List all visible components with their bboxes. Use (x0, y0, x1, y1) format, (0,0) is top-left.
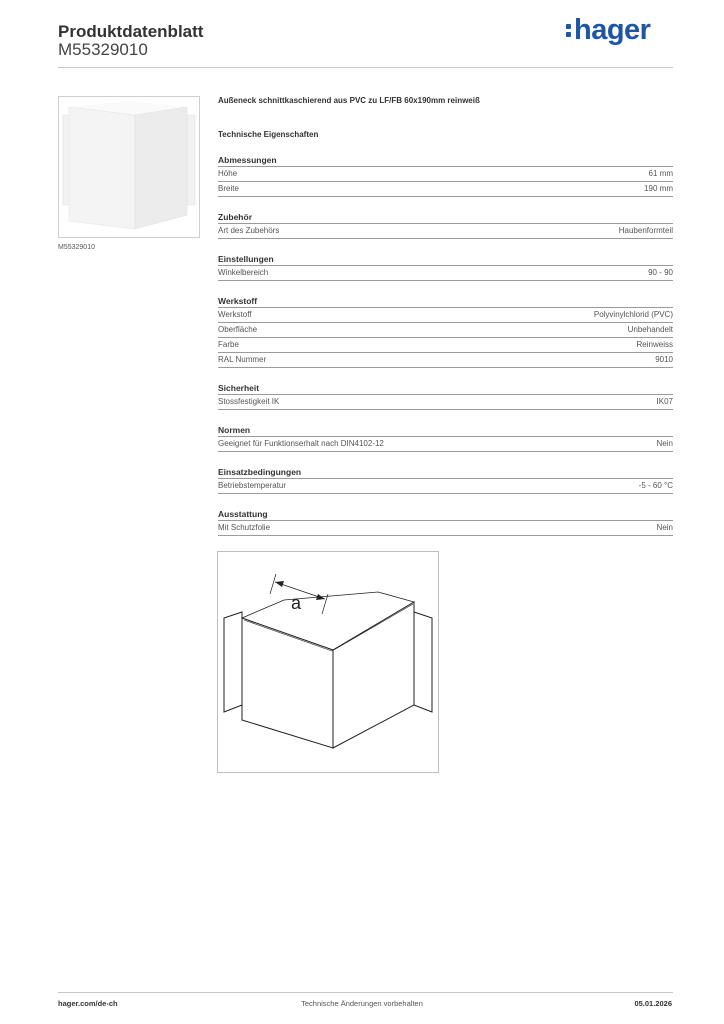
property-group (218, 154, 673, 197)
technical-drawing (217, 551, 439, 773)
property-value: 190 mm (644, 184, 673, 193)
property-label: Farbe (218, 340, 239, 349)
property-value: Haubenformteil (618, 226, 673, 235)
property-row (218, 224, 673, 239)
property-row (218, 266, 673, 281)
property-value: 90 - 90 (648, 268, 673, 277)
property-label: Breite (218, 184, 239, 193)
property-value: Reinweiss (636, 340, 673, 349)
property-group-title: Einstellungen (218, 253, 673, 266)
property-group-title: Ausstattung (218, 508, 673, 521)
property-row (218, 167, 673, 182)
property-group-title: Werkstoff (218, 295, 673, 308)
property-row (218, 338, 673, 353)
property-value: IK07 (656, 397, 673, 406)
property-row (218, 437, 673, 452)
property-group-title: Zubehör (218, 211, 673, 224)
property-group (218, 211, 673, 239)
property-label: Werkstoff (218, 310, 252, 319)
property-value: -5 - 60 °C (638, 481, 673, 490)
product-thumbnail (58, 96, 200, 238)
property-group (218, 295, 673, 368)
hager-logo[interactable] (566, 14, 650, 47)
property-value: Nein (656, 439, 673, 448)
property-group-title: Abmessungen (218, 154, 673, 167)
property-row (218, 182, 673, 197)
product-details (218, 96, 673, 568)
property-group (218, 508, 673, 536)
corner-drawing-icon (218, 552, 438, 772)
footer-divider (58, 992, 673, 993)
property-row (218, 353, 673, 368)
product-code: M55329010 (58, 40, 148, 59)
property-label: RAL Nummer (218, 355, 267, 364)
property-value: Polyvinylchlorid (PVC) (593, 310, 673, 319)
product-thumbnail-icon (59, 97, 199, 237)
property-label: Winkelbereich (218, 268, 269, 277)
property-groups (218, 154, 673, 536)
section-heading: Technische Eigenschaften (218, 130, 319, 139)
property-group (218, 466, 673, 494)
footer-date: 05.01.2026 (634, 999, 672, 1008)
thumbnail-caption: M55329010 (58, 244, 95, 251)
property-value: Unbehandelt (627, 325, 673, 334)
property-label: Betriebstemperatur (218, 481, 287, 490)
property-label: Art des Zubehörs (218, 226, 280, 235)
property-row (218, 395, 673, 410)
property-group-title: Einsatzbedingungen (218, 466, 673, 479)
dimension-label: a (291, 593, 302, 613)
property-label: Oberfläche (218, 325, 258, 334)
property-group-title: Normen (218, 424, 673, 437)
property-row (218, 308, 673, 323)
property-row (218, 479, 673, 494)
property-group-title: Sicherheit (218, 382, 673, 395)
footer-website-link[interactable]: hager.com/de-ch (58, 999, 118, 1008)
product-title: Außeneck schnittkaschierend aus PVC zu LF/FB 60x190mm reinweiß (218, 96, 480, 105)
header-divider (58, 67, 673, 68)
property-label: Stossfestigkeit IK (218, 397, 280, 406)
property-value: Nein (656, 523, 673, 532)
property-label: Geeignet für Funktionserhalt nach DIN4102-12 (218, 439, 384, 448)
property-row (218, 521, 673, 536)
property-row (218, 323, 673, 338)
logo-text: hager (574, 14, 651, 46)
property-value: 9010 (655, 355, 673, 364)
property-label: Mit Schutzfolie (218, 523, 271, 532)
page-title: Produktdatenblatt (58, 22, 204, 41)
property-group (218, 424, 673, 452)
property-value: 61 mm (648, 169, 673, 178)
property-group (218, 382, 673, 410)
property-group (218, 253, 673, 281)
footer-disclaimer: Technische Änderungen vorbehalten (301, 999, 423, 1008)
logo-dots-icon (566, 21, 572, 39)
property-label: Höhe (218, 169, 238, 178)
